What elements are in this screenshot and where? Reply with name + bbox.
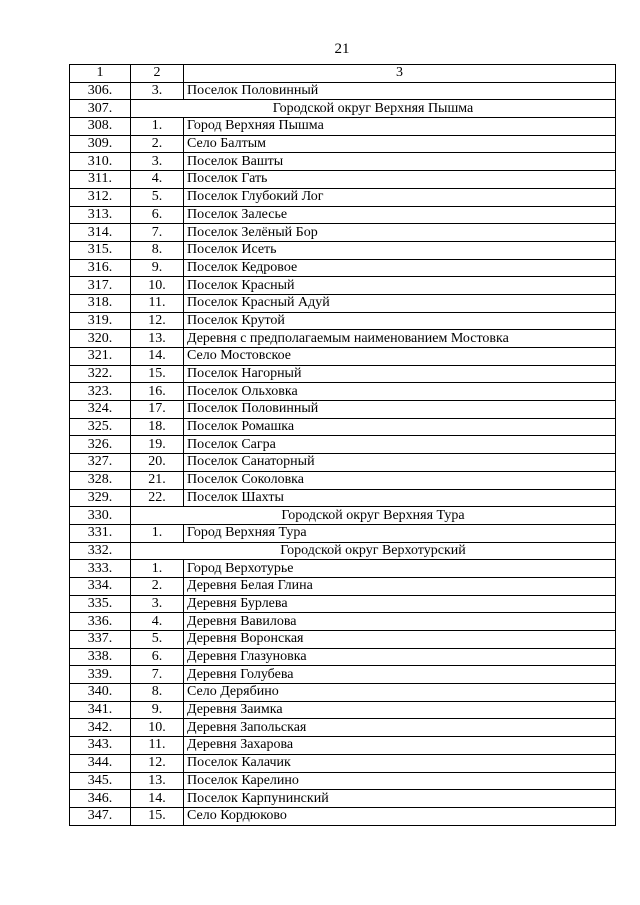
row-number: 344. (70, 754, 131, 772)
sub-number: 6. (131, 206, 184, 224)
sub-number: 5. (131, 631, 184, 649)
settlement-name: Деревня Белая Глина (184, 577, 616, 595)
settlement-name: Поселок Половинный (184, 401, 616, 419)
settlement-name: Город Верхняя Тура (184, 524, 616, 542)
settlements-table (69, 64, 616, 826)
settlement-name: Поселок Ольховка (184, 383, 616, 401)
row-number: 328. (70, 471, 131, 489)
row-number: 346. (70, 790, 131, 808)
table-row (70, 118, 616, 136)
row-number: 313. (70, 206, 131, 224)
sub-number: 9. (131, 701, 184, 719)
row-number: 318. (70, 294, 131, 312)
sub-number: 4. (131, 171, 184, 189)
settlement-name: Поселок Нагорный (184, 365, 616, 383)
settlement-name: Поселок Карелино (184, 772, 616, 790)
sub-number: 10. (131, 277, 184, 295)
row-number: 320. (70, 330, 131, 348)
sub-number: 2. (131, 135, 184, 153)
row-number: 329. (70, 489, 131, 507)
settlement-name: Поселок Соколовка (184, 471, 616, 489)
sub-number: 19. (131, 436, 184, 454)
sub-number: 11. (131, 294, 184, 312)
row-number: 336. (70, 613, 131, 631)
row-number: 331. (70, 524, 131, 542)
table-group-row (70, 507, 616, 525)
sub-number: 2. (131, 577, 184, 595)
settlement-name: Поселок Гать (184, 171, 616, 189)
settlement-name: Поселок Зелёный Бор (184, 224, 616, 242)
table-row (70, 135, 616, 153)
table-group-row (70, 100, 616, 118)
settlement-name: Село Балтым (184, 135, 616, 153)
row-number: 309. (70, 135, 131, 153)
settlement-name: Поселок Сагра (184, 436, 616, 454)
sub-number: 14. (131, 790, 184, 808)
row-number: 323. (70, 383, 131, 401)
sub-number: 14. (131, 348, 184, 366)
table-row (70, 348, 616, 366)
table-row (70, 489, 616, 507)
settlement-name: Село Мостовское (184, 348, 616, 366)
sub-number: 17. (131, 401, 184, 419)
row-number: 317. (70, 277, 131, 295)
row-number: 340. (70, 684, 131, 702)
sub-number: 4. (131, 613, 184, 631)
sub-number: 7. (131, 224, 184, 242)
sub-number: 15. (131, 807, 184, 825)
settlement-name: Деревня Заимка (184, 701, 616, 719)
table-row (70, 188, 616, 206)
settlement-name: Деревня с предполагаемым наименованием Мостовка (184, 330, 616, 348)
settlement-name: Деревня Голубева (184, 666, 616, 684)
row-number: 339. (70, 666, 131, 684)
table-row (70, 365, 616, 383)
sub-number: 8. (131, 241, 184, 259)
row-number: 308. (70, 118, 131, 136)
row-number: 306. (70, 82, 131, 100)
municipality-heading: Городской округ Верхняя Тура (131, 507, 616, 525)
row-number: 322. (70, 365, 131, 383)
row-number: 321. (70, 348, 131, 366)
table-row (70, 401, 616, 419)
table-row (70, 684, 616, 702)
table-row (70, 82, 616, 100)
settlement-name: Поселок Шахты (184, 489, 616, 507)
settlement-name: Деревня Бурлева (184, 595, 616, 613)
row-number: 316. (70, 259, 131, 277)
settlement-name: Поселок Кедровое (184, 259, 616, 277)
row-number: 324. (70, 401, 131, 419)
settlement-name: Поселок Санаторный (184, 454, 616, 472)
settlement-name: Поселок Красный Адуй (184, 294, 616, 312)
settlement-name: Поселок Крутой (184, 312, 616, 330)
sub-number: 1. (131, 118, 184, 136)
sub-number: 1. (131, 524, 184, 542)
row-number: 341. (70, 701, 131, 719)
table-row (70, 613, 616, 631)
row-number: 343. (70, 737, 131, 755)
sub-number: 8. (131, 684, 184, 702)
settlement-name: Деревня Захарова (184, 737, 616, 755)
sub-number: 11. (131, 737, 184, 755)
sub-number: 12. (131, 312, 184, 330)
row-number: 335. (70, 595, 131, 613)
settlement-name: Поселок Глубокий Лог (184, 188, 616, 206)
row-number: 332. (70, 542, 131, 560)
header-col-1: 1 (70, 65, 131, 83)
table-row (70, 719, 616, 737)
settlement-name: Поселок Залесье (184, 206, 616, 224)
settlement-name: Город Верхняя Пышма (184, 118, 616, 136)
table-group-row (70, 542, 616, 560)
sub-number: 15. (131, 365, 184, 383)
sub-number: 22. (131, 489, 184, 507)
sub-number: 10. (131, 719, 184, 737)
table-row (70, 383, 616, 401)
table-row (70, 171, 616, 189)
sub-number: 21. (131, 471, 184, 489)
table-row (70, 666, 616, 684)
table-row (70, 454, 616, 472)
settlement-name: Поселок Вашты (184, 153, 616, 171)
row-number: 310. (70, 153, 131, 171)
sub-number: 3. (131, 595, 184, 613)
table-row (70, 277, 616, 295)
table-row (70, 206, 616, 224)
row-number: 307. (70, 100, 131, 118)
table-row (70, 241, 616, 259)
table-row (70, 772, 616, 790)
row-number: 326. (70, 436, 131, 454)
sub-number: 13. (131, 330, 184, 348)
table-row (70, 471, 616, 489)
municipality-heading: Городской округ Верхотурский (131, 542, 616, 560)
sub-number: 6. (131, 648, 184, 666)
row-number: 337. (70, 631, 131, 649)
row-number: 327. (70, 454, 131, 472)
sub-number: 13. (131, 772, 184, 790)
table-header-row (70, 65, 616, 83)
sub-number: 9. (131, 259, 184, 277)
municipality-heading: Городской округ Верхняя Пышма (131, 100, 616, 118)
row-number: 319. (70, 312, 131, 330)
page-number: 21 (334, 41, 350, 57)
row-number: 314. (70, 224, 131, 242)
row-number: 312. (70, 188, 131, 206)
row-number: 347. (70, 807, 131, 825)
row-number: 333. (70, 560, 131, 578)
sub-number: 16. (131, 383, 184, 401)
settlement-name: Поселок Красный (184, 277, 616, 295)
sub-number: 3. (131, 153, 184, 171)
settlement-name: Поселок Карпунинский (184, 790, 616, 808)
row-number: 325. (70, 418, 131, 436)
table-row (70, 524, 616, 542)
table-row (70, 577, 616, 595)
settlement-name: Поселок Исеть (184, 241, 616, 259)
row-number: 345. (70, 772, 131, 790)
settlement-name: Деревня Вавилова (184, 613, 616, 631)
sub-number: 1. (131, 560, 184, 578)
settlement-name: Село Дерябино (184, 684, 616, 702)
settlement-name: Село Кордюково (184, 807, 616, 825)
table-row (70, 631, 616, 649)
row-number: 311. (70, 171, 131, 189)
table-row (70, 754, 616, 772)
row-number: 338. (70, 648, 131, 666)
table-row (70, 701, 616, 719)
table-row (70, 807, 616, 825)
table-row (70, 436, 616, 454)
table-row (70, 153, 616, 171)
header-col-2: 2 (131, 65, 184, 83)
table-row (70, 560, 616, 578)
sub-number: 5. (131, 188, 184, 206)
table-row (70, 648, 616, 666)
row-number: 330. (70, 507, 131, 525)
row-number: 315. (70, 241, 131, 259)
sub-number: 18. (131, 418, 184, 436)
settlement-name: Деревня Запольская (184, 719, 616, 737)
settlement-name: Поселок Калачик (184, 754, 616, 772)
table-row (70, 418, 616, 436)
sub-number: 7. (131, 666, 184, 684)
settlement-name: Поселок Ромашка (184, 418, 616, 436)
sub-number: 20. (131, 454, 184, 472)
table-row (70, 259, 616, 277)
row-number: 342. (70, 719, 131, 737)
table-row (70, 294, 616, 312)
header-col-3: 3 (184, 65, 616, 83)
table-row (70, 790, 616, 808)
row-number: 334. (70, 577, 131, 595)
settlement-name: Город Верхотурье (184, 560, 616, 578)
table-row (70, 312, 616, 330)
sub-number: 3. (131, 82, 184, 100)
settlement-name: Деревня Глазуновка (184, 648, 616, 666)
settlement-name: Поселок Половинный (184, 82, 616, 100)
table-row (70, 330, 616, 348)
settlement-name: Деревня Воронская (184, 631, 616, 649)
table-row (70, 595, 616, 613)
sub-number: 12. (131, 754, 184, 772)
table-row (70, 224, 616, 242)
table-row (70, 737, 616, 755)
